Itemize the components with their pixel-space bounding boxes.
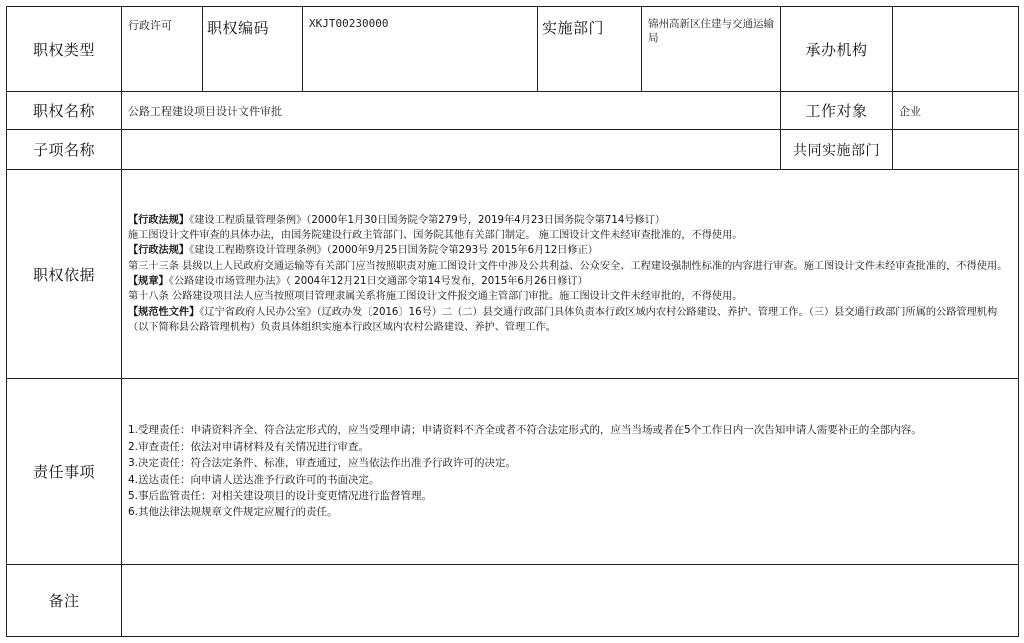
value-dept: 锦州高新区住建与交通运输局 [642,7,781,92]
label-target: 工作对象 [781,92,893,130]
basis-text: 《辽宁省政府人民办公室》（辽政办发〔2016〕16号）二（二）县交通行政部门具体负责本行政区域内农村公路建设、养护、管理工作。（三）县交通行政部门所属的公路管理机构（以下简称县公路管理机构）负责具体组织实施本行政区域内农村公路建设、养护、管理工作。 [128,306,998,333]
basis-tag: 【行政法规】 [128,214,190,226]
value-code: XKJT00230000 [303,7,538,92]
label-code: 职权编码 [203,7,303,92]
resp-item: 4.送达责任：向申请人送达准予行政许可的书面决定。 [128,473,380,486]
resp-item: 5.事后监管责任：对相关建设项目的设计变更情况进行监督管理。 [128,489,433,502]
resp-item: 2.审查责任：依法对申请材料及有关情况进行审查。 [128,440,370,453]
basis-tag: 【行政法规】 [128,245,190,257]
basis-line [128,289,1012,304]
value-subitem [122,130,781,170]
value-name: 公路工程建设项目设计文件审批 [122,92,781,130]
basis-tag: 【规范性文件】 [128,306,200,318]
value-target: 企业 [893,92,1019,130]
resp-item: 6.其他法律法规规章文件规定应履行的责任。 [128,506,338,519]
label-basis: 职权依据 [7,170,122,379]
basis-line [128,243,1012,258]
basis-line [128,259,1012,274]
basis-line [128,305,1012,336]
label-name: 职权名称 [7,92,122,130]
label-dept: 实施部门 [538,7,642,92]
basis-text: 《建设工程勘察设计管理条例》（2000年9月25日国务院令第293号 2015年6月12日修正） [189,245,598,257]
basis-text: 第三十三条 县级以上人民政府交通运输等有关部门应当按照职责对施工图设计文件中涉及公共利益、公众安全、工程建设强制性标准的内容进行审查。施工图设计文件未经审查批准的，不得使用。 [128,260,1008,272]
resp-item: 3.决定责任：符合法定条件、标准，审查通过，应当依法作出准予行政许可的决定。 [128,457,517,470]
value-remark [122,565,1019,637]
value-type: 行政许可 [122,7,203,92]
basis-line [128,228,1012,243]
basis-text: 《建设工程质量管理条例》（2000年1月30日国务院令第279号，2019年4月23日国务院令第714号修订） [189,214,666,226]
basis-text: 第十八条 公路建设项目法人应当按照项目管理隶属关系将施工图设计文件报交通主管部门审批。施工图设计文件未经审批的，不得使用。 [128,291,743,303]
basis-list [128,213,1012,335]
value-co-dept [893,130,1019,170]
basis-tag: 【规章】 [128,276,169,287]
label-org: 承办机构 [781,7,893,92]
value-org [893,7,1019,92]
basis-text: 施工图设计文件审查的具体办法，由国务院建设行政主管部门、国务院其他有关部门制定。 施工图设计文件未经审查批准的，不得使用。 [128,230,743,242]
label-type: 职权类型 [7,7,122,92]
authority-sheet [6,6,1019,637]
resp-item: 1.受理责任：申请资料齐全、符合法定形式的，应当受理申请；申请资料不齐全或者不符合法定形式的，应当当场或者在5个工作日内一次告知申请人需要补正的全部内容。 [128,424,922,437]
basis-line [128,213,1012,228]
basis-text: 《公路建设市场管理办法》（ 2004年12月21日交通部令第14号发布，2015年6月26日修订） [168,276,588,287]
label-subitem: 子项名称 [7,130,122,170]
resp-list [128,422,1012,520]
label-remark: 备注 [7,565,122,637]
label-co-dept: 共同实施部门 [781,130,893,170]
basis-content [122,170,1019,379]
resp-content [122,379,1019,565]
basis-line [128,274,1012,289]
label-resp: 责任事项 [7,379,122,565]
